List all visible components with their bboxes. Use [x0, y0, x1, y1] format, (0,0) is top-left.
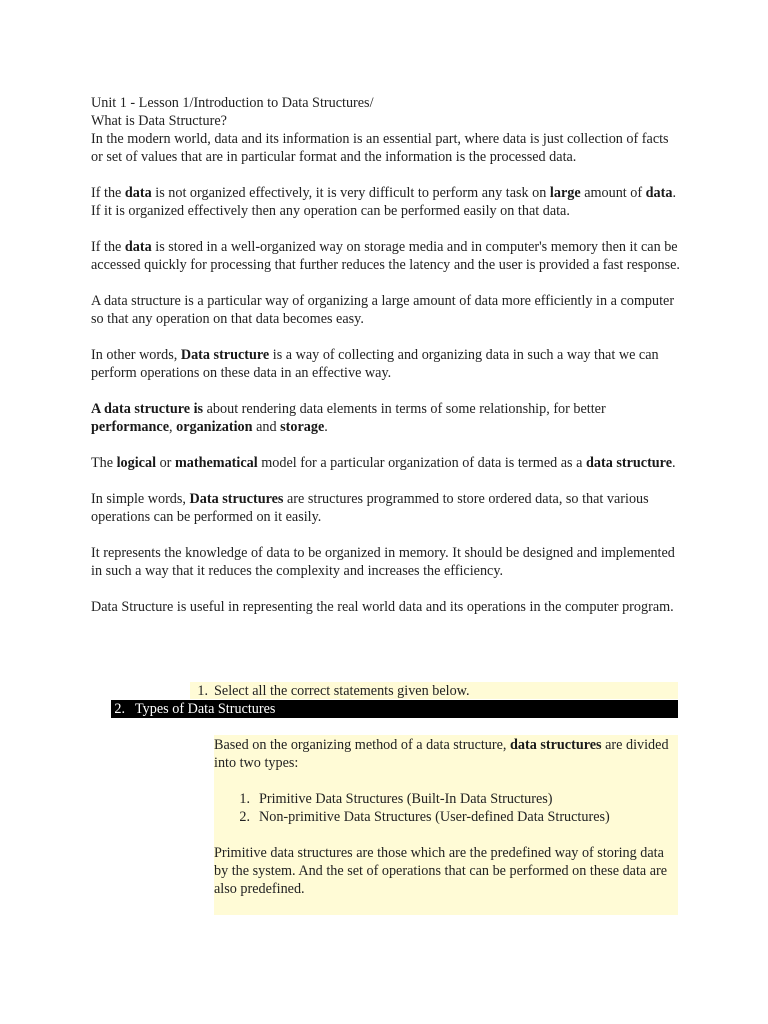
- paragraph-logical-model: The logical or mathematical model for a particular organization of data is termed as a data structure.: [91, 455, 676, 471]
- paragraph-definition: A data structure is a particular way of organizing a large amount of data more efficiently in a computer so that any operation on that data becomes easy.: [91, 293, 675, 327]
- types-list: [214, 790, 678, 826]
- types-number: 2.: [114, 701, 125, 717]
- types-heading: Types of Data Structures: [135, 701, 276, 717]
- intro-paragraph: In the modern world, data and its information is an essential part, where data is just collection of facts or set of values that are in particular format and the information is the processed data.: [91, 131, 669, 165]
- list-item: 1. Primitive Data Structures (Built-In Data Structures): [239, 791, 553, 807]
- breadcrumb: Unit 1 - Lesson 1/Introduction to Data Structures/: [91, 95, 374, 111]
- primitive-description: Primitive data structures are those which are the predefined way of storing data by the system. And the set of operations that can be performed on these data are also predefined.: [214, 845, 668, 897]
- types-list-item[interactable]: [111, 700, 678, 718]
- question-list-item[interactable]: [190, 682, 678, 699]
- question-text: Select all the correct statements given below.: [214, 683, 470, 699]
- types-intro-paragraph: Based on the organizing method of a data structure, data structures are divided into two types:: [214, 737, 669, 771]
- paragraph-organization: If the data is not organized effectively, it is very difficult to perform any task on large amount of data. If it is organized effectively then any operation can be performed easily on that data.: [91, 185, 677, 219]
- page-heading: What is Data Structure?: [91, 113, 227, 129]
- types-info-box: [214, 735, 678, 915]
- paragraph-rendering: A data structure is about rendering data elements in terms of some relationship, for better performance, organization and storage.: [91, 401, 606, 435]
- paragraph-real-world: Data Structure is useful in representing the real world data and its operations in the computer program.: [91, 599, 674, 615]
- paragraph-storage: If the data is stored in a well-organized way on storage media and in computer's memory then it can be accessed quickly for processing that further reduces the latency and the user is provided a fast response.: [91, 239, 680, 273]
- list-item: 2. Non-primitive Data Structures (User-defined Data Structures): [239, 809, 610, 825]
- question-number: 1.: [197, 683, 208, 699]
- paragraph-other-words: In other words, Data structure is a way of collecting and organizing data in such a way that we can perform operations on these data in an effective way.: [91, 347, 659, 381]
- paragraph-knowledge: It represents the knowledge of data to be organized in memory. It should be designed and implemented in such a way that it reduces the complexity and increases the efficiency.: [91, 545, 675, 579]
- lesson-body: [91, 94, 681, 634]
- paragraph-simple-words: In simple words, Data structures are structures programmed to store ordered data, so that various operations can be performed on it easily.: [91, 491, 649, 525]
